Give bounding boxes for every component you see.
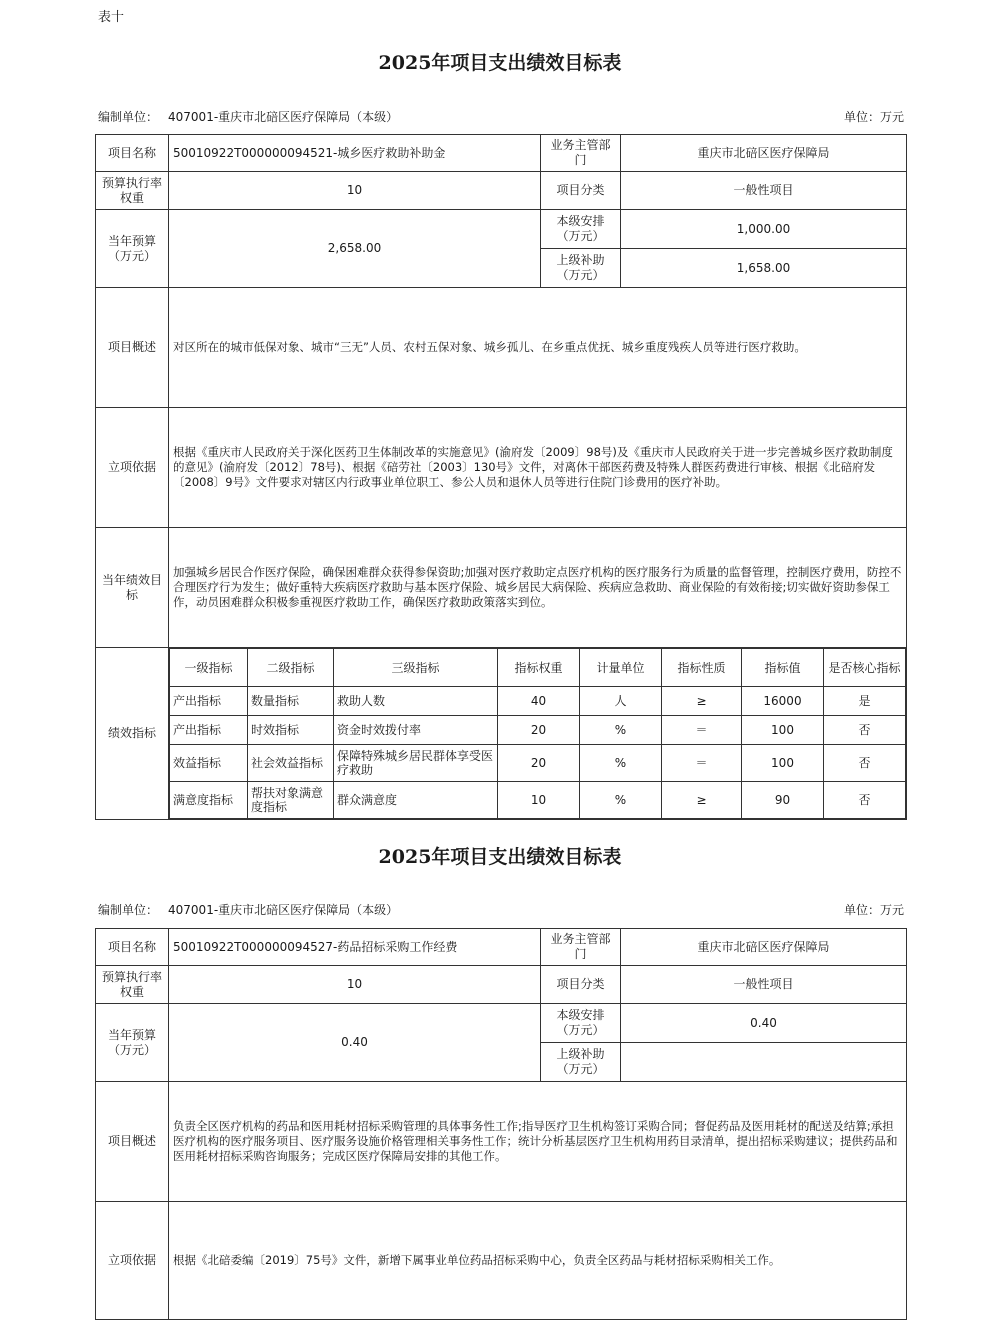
project-name-value: 50010922T000000094521-城乡医疗救助补助金 bbox=[169, 135, 541, 172]
table1-currency: 单位：万元 bbox=[843, 110, 904, 124]
overview-label: 项目概述 bbox=[96, 288, 169, 408]
ind-core: 是 bbox=[824, 687, 906, 716]
indicators-header-row bbox=[170, 649, 906, 687]
upper-label: 上级补助（万元） bbox=[541, 249, 621, 288]
header-core: 是否核心指标 bbox=[824, 649, 906, 687]
ind-level1: 满意度指标 bbox=[170, 782, 248, 819]
table-row bbox=[170, 716, 906, 745]
local-value: 1,000.00 bbox=[621, 210, 907, 249]
ind-level2: 社会效益指标 bbox=[248, 745, 334, 782]
weight-label: 预算执行率权重 bbox=[96, 172, 169, 210]
ind-level3: 保障特殊城乡居民群体享受医疗救助 bbox=[334, 745, 498, 782]
indicators-label: 绩效指标 bbox=[96, 648, 169, 820]
category-label: 项目分类 bbox=[541, 966, 621, 1004]
ind-level2: 帮扶对象满意度指标 bbox=[248, 782, 334, 819]
overview-text: 负责全区医疗机构的药品和医用耗材招标采购管理的具体事务性工作;指导医疗卫生机构签订采购合同；督促药品及医用耗材的配送及结算;承担医疗机构的医疗服务项目、医疗服务设施价格管理相关事务性工作；统计分析基层医疗卫生机构用药目录清单，提出招标采购建议；提供药品和医用耗材招标采购咨询服务；完成区医疗保障局安排的其他工作。 bbox=[169, 1082, 907, 1202]
category-value: 一般性项目 bbox=[621, 172, 907, 210]
ind-level1: 效益指标 bbox=[170, 745, 248, 782]
budget-label: 当年预算（万元） bbox=[96, 1004, 169, 1082]
category-label: 项目分类 bbox=[541, 172, 621, 210]
ind-level3: 资金时效拨付率 bbox=[334, 716, 498, 745]
table2-title: 2025年项目支出绩效目标表 bbox=[378, 846, 622, 868]
ind-nature: ≥ bbox=[662, 782, 742, 819]
ind-level1: 产出指标 bbox=[170, 716, 248, 745]
ind-unit: % bbox=[580, 716, 662, 745]
local-value: 0.40 bbox=[621, 1004, 907, 1043]
table-row bbox=[170, 782, 906, 819]
ind-unit: % bbox=[580, 782, 662, 819]
overview-text: 对区所在的城市低保对象、城市“三无”人员、农村五保对象、城乡孤儿、在乡重点优抚、城乡重度残疾人员等进行医疗救助。 bbox=[169, 288, 907, 408]
weight-value: 10 bbox=[169, 172, 541, 210]
project-name-value: 50010922T000000094527-药品招标采购工作经费 bbox=[169, 929, 541, 966]
unit-value: 407001-重庆市北碚区医疗保障局（本级） bbox=[168, 903, 399, 917]
ind-core: 否 bbox=[824, 716, 906, 745]
basis-text: 根据《重庆市人民政府关于深化医药卫生体制改革的实施意见》(渝府发〔2009〕98号)及《重庆市人民政府关于进一步完善城乡医疗救助制度的意见》(渝府发〔2012〕78号)、根据《碚劳社〔2003〕130号》文件，对离休干部医药费及特殊人群医药费进行审核、根据《北碚府发〔2008〕9号》文件要求对辖区内行政事业单位职工、参公人员和退休人员等进行住院门诊费用的医疗补助。 bbox=[169, 408, 907, 528]
dept-value: 重庆市北碚区医疗保障局 bbox=[621, 135, 907, 172]
ind-weight: 10 bbox=[498, 782, 580, 819]
weight-label: 预算执行率权重 bbox=[96, 966, 169, 1004]
table1 bbox=[95, 134, 907, 820]
ind-level3: 群众满意度 bbox=[334, 782, 498, 819]
project-name-label: 项目名称 bbox=[96, 135, 169, 172]
overview-label: 项目概述 bbox=[96, 1082, 169, 1202]
indicators-cell bbox=[169, 648, 907, 820]
unit-label: 编制单位： bbox=[98, 110, 159, 124]
budget-label: 当年预算（万元） bbox=[96, 210, 169, 288]
project-name-label: 项目名称 bbox=[96, 929, 169, 966]
local-label: 本级安排（万元） bbox=[541, 1004, 621, 1043]
ind-value: 90 bbox=[742, 782, 824, 819]
upper-label: 上级补助（万元） bbox=[541, 1043, 621, 1082]
header-level3: 三级指标 bbox=[334, 649, 498, 687]
upper-value bbox=[621, 1043, 907, 1082]
header-weight: 指标权重 bbox=[498, 649, 580, 687]
ind-nature: ＝ bbox=[662, 716, 742, 745]
ind-unit: 人 bbox=[580, 687, 662, 716]
dept-label: 业务主管部门 bbox=[541, 135, 621, 172]
unit-label: 编制单位： bbox=[98, 903, 159, 917]
table2-currency: 单位：万元 bbox=[843, 903, 904, 917]
ind-value: 100 bbox=[742, 745, 824, 782]
corner-label: 表十 bbox=[98, 10, 125, 25]
ind-weight: 40 bbox=[498, 687, 580, 716]
goal-label: 当年绩效目标 bbox=[96, 528, 169, 648]
table2-unit bbox=[98, 901, 398, 918]
ind-value: 100 bbox=[742, 716, 824, 745]
ind-core: 否 bbox=[824, 782, 906, 819]
ind-weight: 20 bbox=[498, 745, 580, 782]
weight-value: 10 bbox=[169, 966, 541, 1004]
ind-value: 16000 bbox=[742, 687, 824, 716]
ind-level3: 救助人数 bbox=[334, 687, 498, 716]
table1-title: 2025年项目支出绩效目标表 bbox=[378, 52, 622, 74]
ind-nature: ≥ bbox=[662, 687, 742, 716]
ind-core: 否 bbox=[824, 745, 906, 782]
table-row bbox=[170, 745, 906, 782]
header-level1: 一级指标 bbox=[170, 649, 248, 687]
ind-level2: 时效指标 bbox=[248, 716, 334, 745]
upper-value: 1,658.00 bbox=[621, 249, 907, 288]
goal-text: 加强城乡居民合作医疗保险，确保困难群众获得参保资助;加强对医疗救助定点医疗机构的医疗服务行为质量的监督管理，控制医疗费用，防控不合理医疗行为发生；做好重特大疾病医疗救助与基本医疗保险、城乡居民大病保险、疾病应急救助、商业保险的有效衔接;切实做好资助参保工作，动员困难群众积极参重视医疗救助工作，确保医疗救助政策落实到位。 bbox=[169, 528, 907, 648]
indicators-table bbox=[169, 648, 906, 819]
header-level2: 二级指标 bbox=[248, 649, 334, 687]
budget-value: 0.40 bbox=[169, 1004, 541, 1082]
table2 bbox=[95, 928, 907, 1320]
ind-weight: 20 bbox=[498, 716, 580, 745]
category-value: 一般性项目 bbox=[621, 966, 907, 1004]
budget-value: 2,658.00 bbox=[169, 210, 541, 288]
unit-value: 407001-重庆市北碚区医疗保障局（本级） bbox=[168, 110, 399, 124]
local-label: 本级安排（万元） bbox=[541, 210, 621, 249]
header-unit: 计量单位 bbox=[580, 649, 662, 687]
table1-unit bbox=[98, 108, 398, 125]
table-row bbox=[170, 687, 906, 716]
header-value: 指标值 bbox=[742, 649, 824, 687]
ind-nature: ＝ bbox=[662, 745, 742, 782]
ind-level2: 数量指标 bbox=[248, 687, 334, 716]
dept-label: 业务主管部门 bbox=[541, 929, 621, 966]
dept-value: 重庆市北碚区医疗保障局 bbox=[621, 929, 907, 966]
header-nature: 指标性质 bbox=[662, 649, 742, 687]
basis-label: 立项依据 bbox=[96, 408, 169, 528]
ind-unit: % bbox=[580, 745, 662, 782]
ind-level1: 产出指标 bbox=[170, 687, 248, 716]
basis-text: 根据《北碚委编〔2019〕75号》文件，新增下属事业单位药品招标采购中心，负责全区药品与耗材招标采购相关工作。 bbox=[169, 1202, 907, 1320]
basis-label: 立项依据 bbox=[96, 1202, 169, 1320]
